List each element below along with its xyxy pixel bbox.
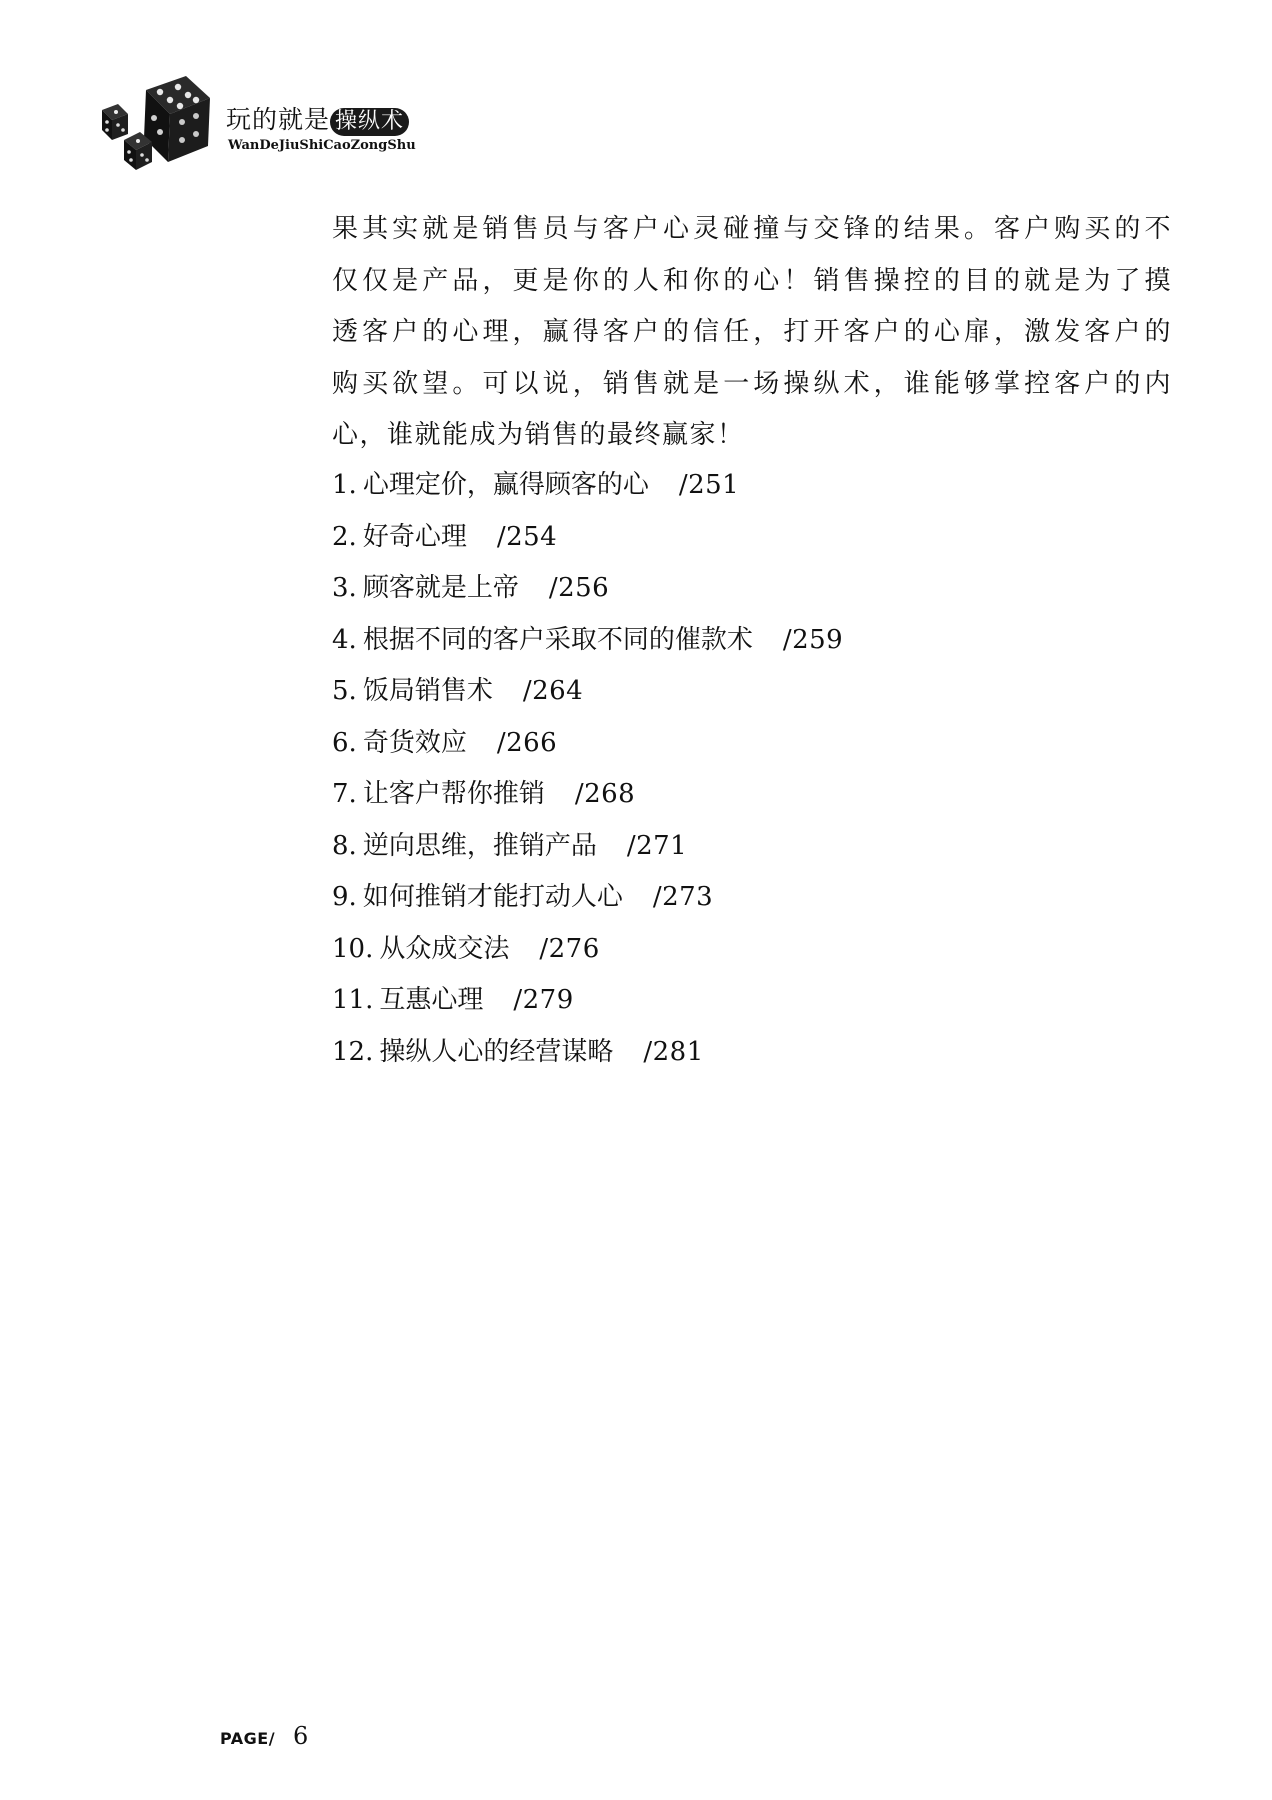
toc-page: /281: [643, 1036, 704, 1067]
page-label: PAGE/: [220, 1729, 276, 1748]
toc-title: 饭局销售术: [362, 676, 493, 706]
toc-number: 6.: [332, 727, 357, 758]
toc-number: 7.: [332, 779, 357, 809]
toc-page: /273: [652, 882, 714, 912]
toc-title: 心理定价，赢得顾客的心: [362, 470, 649, 500]
toc-entry[interactable]: [332, 718, 1172, 770]
toc-number: 2.: [332, 521, 357, 552]
toc-entry[interactable]: [332, 975, 1172, 1027]
toc-entry[interactable]: [332, 666, 1172, 718]
toc-page: /259: [782, 624, 844, 655]
toc-title: 奇货效应: [362, 727, 467, 758]
toc-title: 顾客就是上帝: [362, 573, 519, 603]
toc-number: 11.: [332, 985, 374, 1015]
book-title-prefix: 玩的就是: [226, 105, 331, 134]
toc-entry[interactable]: [332, 872, 1172, 924]
paragraph-line: 透客户的心理，赢得客户的信任，打开客户的心扉，激发客户的: [332, 317, 1172, 347]
book-title: [226, 100, 409, 136]
toc-title: 根据不同的客户采取不同的催款术: [362, 624, 753, 655]
toc-number: 1.: [332, 470, 357, 500]
toc-entry[interactable]: [332, 512, 1172, 564]
intro-paragraph: [332, 204, 1172, 462]
page-footer: [220, 1722, 308, 1750]
book-pinyin: WanDeJiuShiCaoZongShu: [228, 138, 416, 153]
toc-number: 12.: [332, 1036, 374, 1067]
page-number: 6: [293, 1722, 309, 1750]
paragraph-line: 购买欲望。可以说，销售就是一场操纵术，谁能够掌控客户的内: [332, 368, 1172, 399]
toc-number: 3.: [332, 573, 357, 603]
toc-page: /276: [539, 933, 600, 964]
toc-entry[interactable]: [332, 563, 1172, 615]
toc-page: /271: [626, 830, 688, 861]
toc-number: 8.: [332, 830, 357, 861]
toc-number: 4.: [332, 624, 357, 655]
toc-page: /279: [513, 985, 574, 1015]
toc-entry[interactable]: [332, 821, 1172, 873]
toc-entry[interactable]: [332, 769, 1172, 821]
toc-page: /254: [496, 521, 558, 552]
toc-entry[interactable]: [332, 1027, 1172, 1079]
toc-page: /268: [574, 779, 636, 809]
toc-entry[interactable]: [332, 615, 1172, 667]
toc-title: 操纵人心的经营谋略: [379, 1036, 614, 1067]
toc-page: /256: [548, 573, 610, 603]
toc-page: /266: [496, 727, 558, 758]
toc-entry[interactable]: [332, 460, 1172, 512]
book-header: [98, 70, 438, 180]
dice-icon: [98, 70, 228, 180]
toc-page: /264: [522, 676, 584, 706]
toc-number: 10.: [332, 933, 374, 964]
table-of-contents: [332, 460, 1172, 1078]
toc-title: 好奇心理: [362, 521, 467, 552]
toc-entry[interactable]: [332, 924, 1172, 976]
toc-number: 5.: [332, 676, 357, 706]
toc-title: 互惠心理: [379, 985, 484, 1015]
paragraph-line: 仅仅是产品，更是你的人和你的心！销售操控的目的就是为了摸: [332, 265, 1172, 296]
toc-title: 如何推销才能打动人心: [362, 882, 623, 912]
toc-title: 逆向思维，推销产品: [362, 830, 597, 861]
toc-title: 从众成交法: [379, 933, 510, 964]
toc-title: 让客户帮你推销: [362, 779, 545, 809]
paragraph-line: 心，谁就能成为销售的最终赢家！: [332, 420, 745, 450]
toc-page: /251: [678, 470, 740, 500]
paragraph-line: 果其实就是销售员与客户心灵碰撞与交锋的结果。客户购买的不: [332, 214, 1172, 244]
toc-number: 9.: [332, 882, 357, 912]
book-title-highlight: 操纵术: [330, 108, 409, 136]
